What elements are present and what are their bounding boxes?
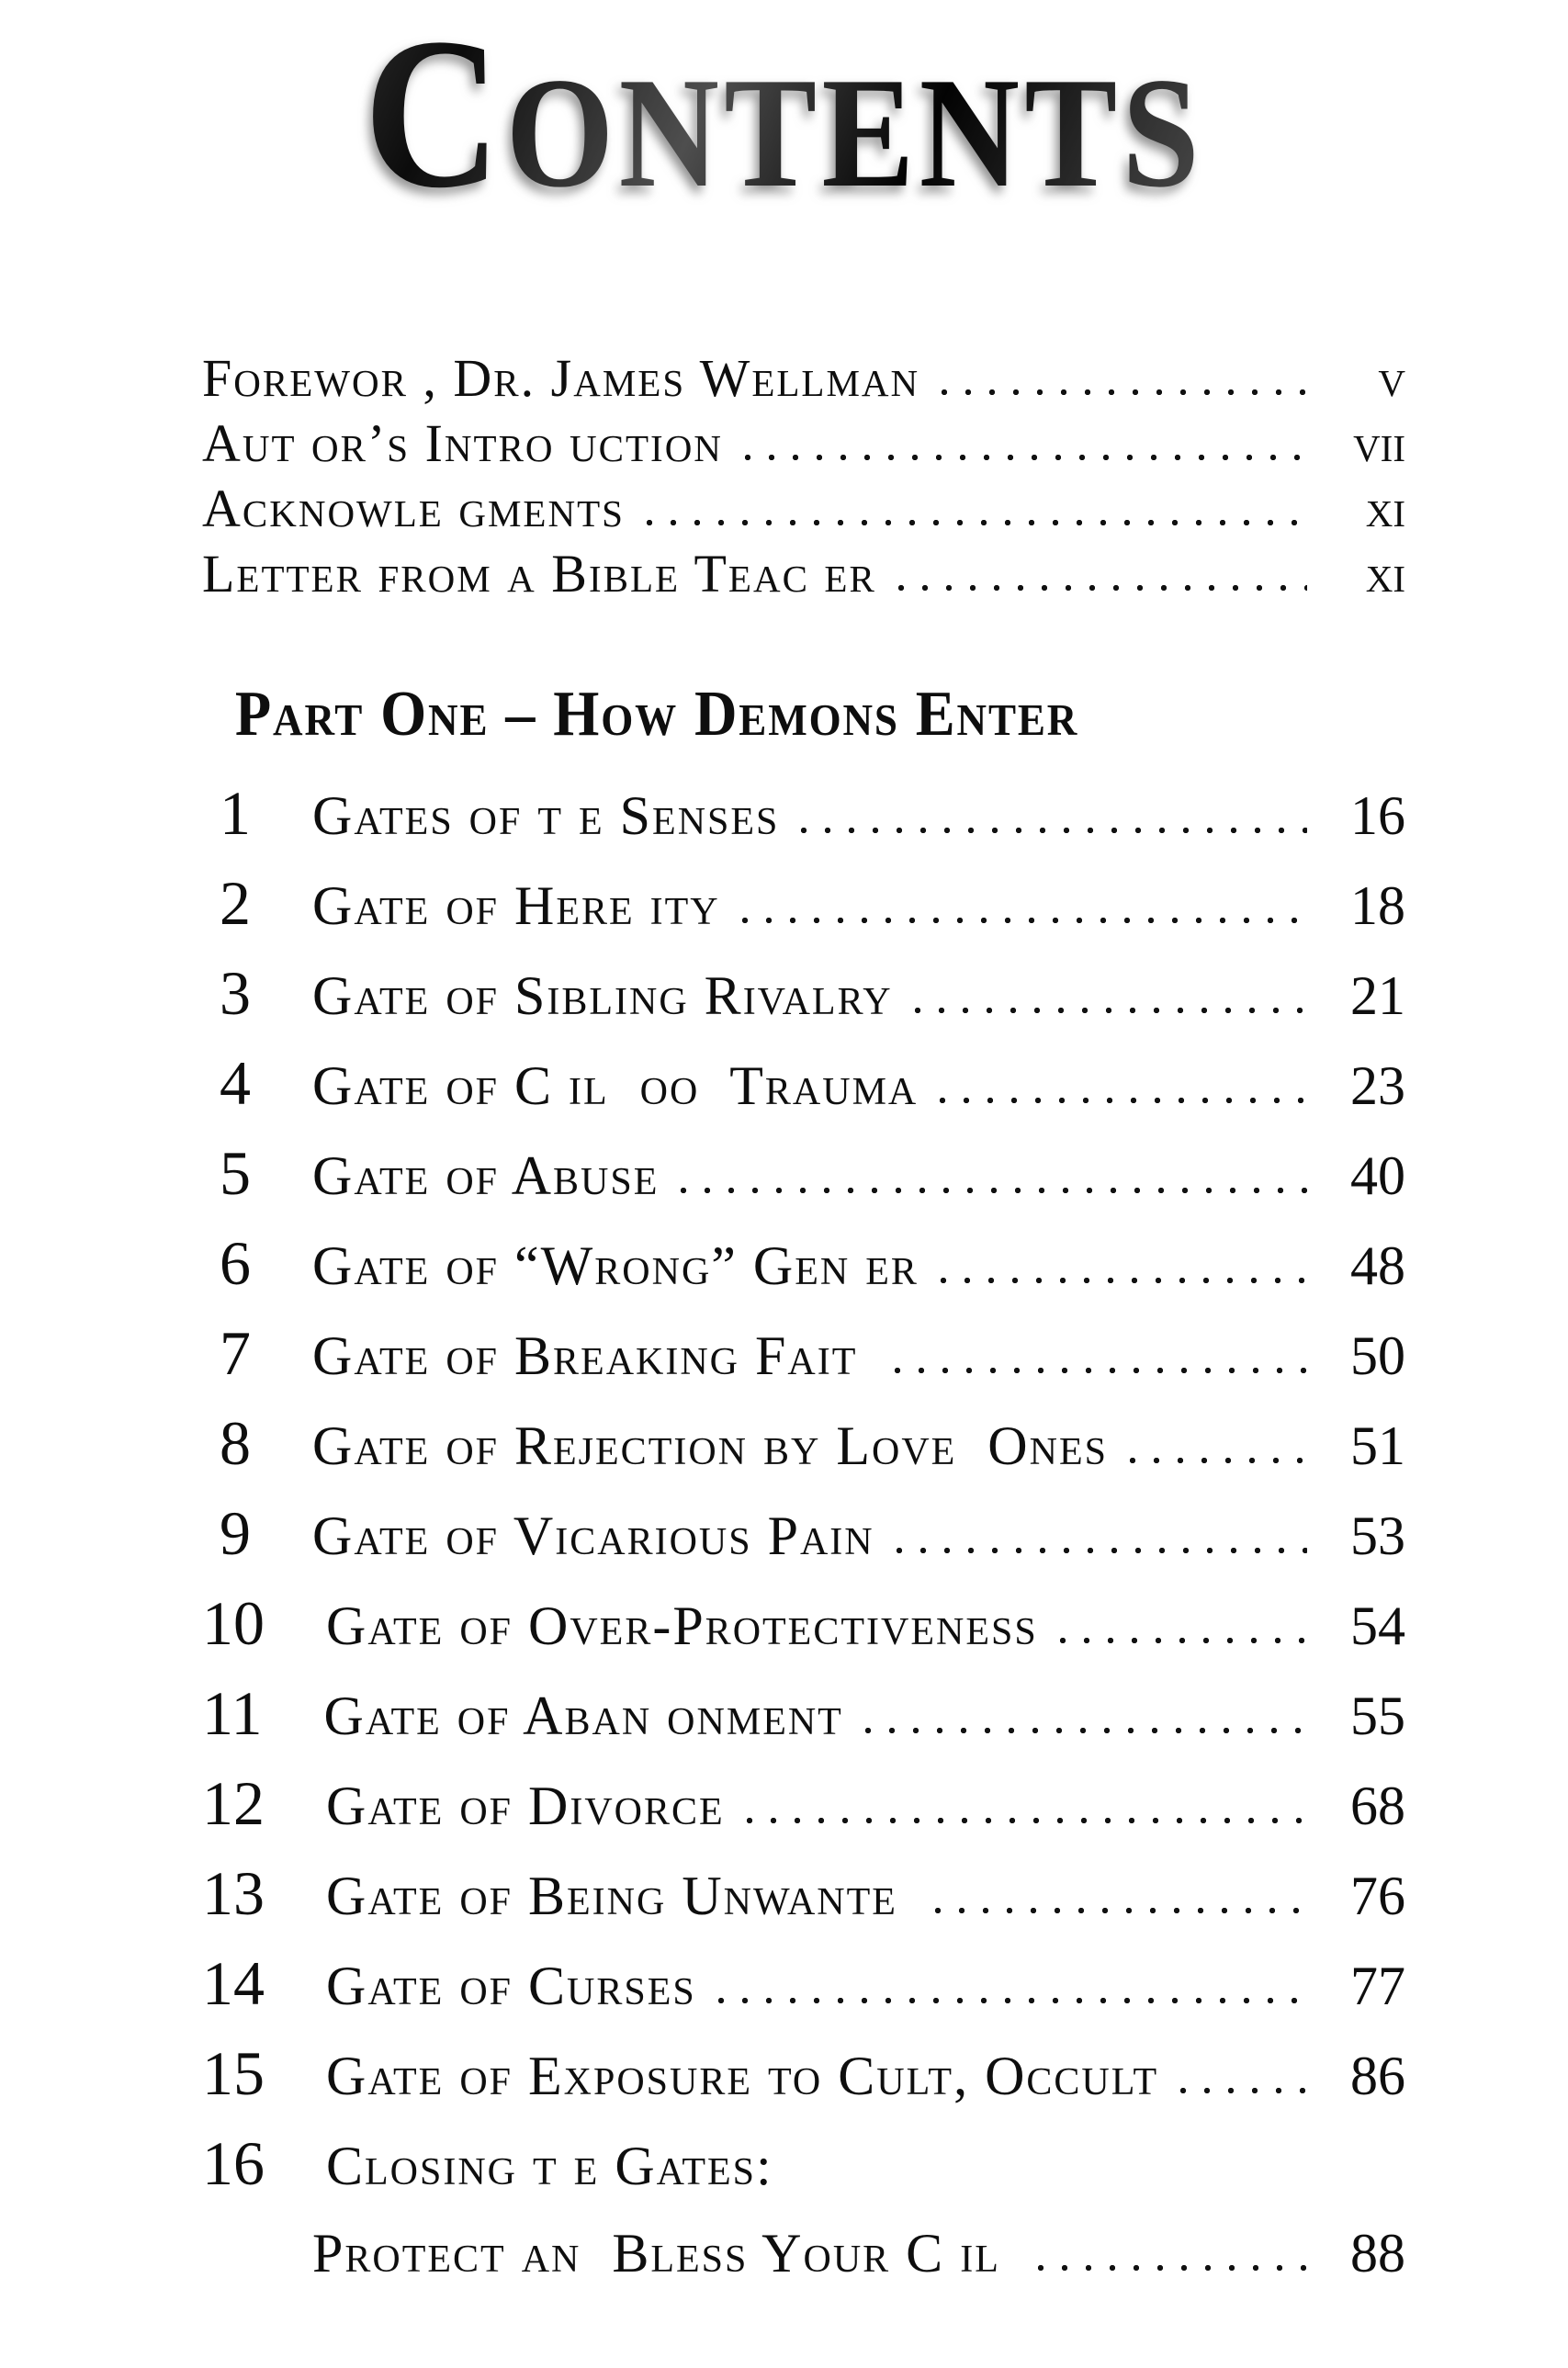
chapter-title: Gate of Being Unwante <box>326 1866 913 1926</box>
chapter-page-number: 77 <box>1350 1956 1405 2016</box>
chapter-entry <box>202 948 1405 1038</box>
chapter-number: 6 <box>220 1228 251 1298</box>
chapter-entry <box>202 1578 1405 1668</box>
chapter-entry <box>202 1398 1405 1488</box>
chapter-page-number: 51 <box>1350 1415 1405 1476</box>
dot-leader <box>733 917 1307 924</box>
dot-leader <box>637 519 1307 526</box>
part-one-heading: Part One – How Demons Enter <box>234 679 1079 750</box>
chapter-page-number: 86 <box>1350 2046 1405 2106</box>
chapter-number: 16 <box>202 2128 265 2198</box>
dot-leader <box>887 1547 1307 1554</box>
front-matter-list <box>202 345 1405 606</box>
chapter-page-number: 18 <box>1350 875 1405 936</box>
dot-leader <box>856 1727 1307 1734</box>
entry-page-number: vii <box>1353 413 1405 473</box>
chapter-page-number: 23 <box>1350 1055 1405 1116</box>
chapter-entry <box>202 1038 1405 1128</box>
chapter-number: 11 <box>202 1678 263 1748</box>
chapter-title: Gate of Vicarious Pain <box>312 1505 874 1566</box>
page-title: CONTENTS <box>94 17 1473 230</box>
chapter-entry <box>202 858 1405 948</box>
chapter-title: Gate of Breaking Fait <box>312 1325 874 1386</box>
entry-label: Letter from a Bible Teac er <box>202 544 876 603</box>
chapter-title: Gate of Divorce <box>326 1776 725 1836</box>
chapter-entry <box>202 1848 1405 1938</box>
dot-leader <box>886 1367 1307 1374</box>
chapter-number: 13 <box>202 1858 265 1928</box>
chapter-title: Gate of Sibling Rivalry <box>312 965 893 1026</box>
dot-leader <box>1051 1637 1307 1644</box>
entry-label: Acknowle gments <box>202 479 625 538</box>
chapter-page-number: 88 <box>1350 2223 1405 2283</box>
entry-label: Forewor , Dr. James Wellman <box>202 348 920 408</box>
dot-leader <box>736 454 1307 461</box>
chapter-entry <box>202 1938 1405 2028</box>
chapter-number: 9 <box>220 1498 251 1568</box>
dot-leader <box>738 1817 1307 1824</box>
chapter-number: 2 <box>220 868 251 938</box>
chapter-title: Gate of Abuse <box>312 1145 660 1206</box>
chapter-page-number: 53 <box>1350 1505 1405 1566</box>
front-matter-entry <box>202 476 1405 541</box>
entry-page-number: xi <box>1365 479 1405 538</box>
chapter-entry-continued <box>202 2208 1405 2298</box>
entry-page-number: v <box>1378 348 1405 408</box>
front-matter-entry <box>202 411 1405 476</box>
dot-leader <box>931 1277 1307 1284</box>
chapter-page-number: 68 <box>1350 1776 1405 1836</box>
dot-leader <box>906 1007 1307 1014</box>
chapter-entry <box>202 1128 1405 1218</box>
chapter-number: 12 <box>202 1768 265 1838</box>
chapter-title: Gate of C il oo Trauma <box>312 1055 919 1116</box>
dot-leader <box>671 1187 1307 1194</box>
chapter-entry <box>202 1218 1405 1308</box>
chapter-title: Gates of t e Senses <box>312 785 780 846</box>
entry-page-number: xi <box>1365 544 1405 603</box>
chapter-page-number: 16 <box>1350 785 1405 846</box>
chapter-page-number: 76 <box>1350 1866 1405 1926</box>
dot-leader <box>792 827 1307 834</box>
chapter-number: 15 <box>202 2038 265 2108</box>
chapter-title: Closing t e Gates: <box>326 2136 773 2196</box>
chapter-title: Gate of Over-Protectiveness <box>326 1596 1038 1656</box>
front-matter-entry <box>202 345 1405 411</box>
chapter-entry <box>202 2118 1405 2208</box>
chapter-title: Gate of Here ity <box>312 875 720 936</box>
dot-leader <box>1171 2087 1307 2094</box>
chapter-title-line2: Protect an Bless Your C il <box>312 2223 1016 2283</box>
chapter-title: Gate of Exposure to Cult, Occult <box>326 2046 1159 2106</box>
chapter-page-number: 55 <box>1350 1686 1405 1746</box>
chapter-number: 7 <box>220 1318 251 1388</box>
chapter-list <box>202 768 1405 2298</box>
chapter-number: 3 <box>220 958 251 1028</box>
chapter-entry <box>202 1308 1405 1398</box>
dot-leader <box>1029 2264 1307 2272</box>
chapter-entry <box>202 1758 1405 1848</box>
dot-leader <box>932 389 1307 396</box>
chapter-title: Gate of “Wrong” Gen er <box>312 1235 919 1296</box>
chapter-number: 8 <box>220 1408 251 1478</box>
chapter-title: Gate of Curses <box>326 1956 696 2016</box>
chapter-page-number: 50 <box>1350 1325 1405 1386</box>
dot-leader <box>931 1097 1307 1104</box>
dot-leader <box>889 584 1307 592</box>
chapter-number: 14 <box>202 1948 265 2018</box>
chapter-number: 1 <box>220 778 251 848</box>
dot-leader <box>1121 1457 1307 1464</box>
chapter-page-number: 54 <box>1350 1596 1405 1656</box>
front-matter-entry <box>202 541 1405 606</box>
chapter-number: 10 <box>202 1588 265 1658</box>
chapter-entry <box>202 1488 1405 1578</box>
dot-leader <box>926 1907 1307 1914</box>
chapter-entry <box>202 768 1405 858</box>
chapter-number: 5 <box>220 1138 251 1208</box>
chapter-page-number: 21 <box>1350 965 1405 1026</box>
chapter-entry <box>202 1668 1405 1758</box>
chapter-page-number: 40 <box>1350 1145 1405 1206</box>
chapter-title: Gate of Aban onment <box>323 1686 843 1746</box>
dot-leader <box>709 1997 1307 2004</box>
chapter-title: Gate of Rejection by Love Ones <box>312 1415 1108 1476</box>
chapter-number: 4 <box>220 1048 251 1118</box>
chapter-entry <box>202 2028 1405 2118</box>
chapter-page-number: 48 <box>1350 1235 1405 1296</box>
entry-label: Aut or’s Intro uction <box>202 413 723 473</box>
